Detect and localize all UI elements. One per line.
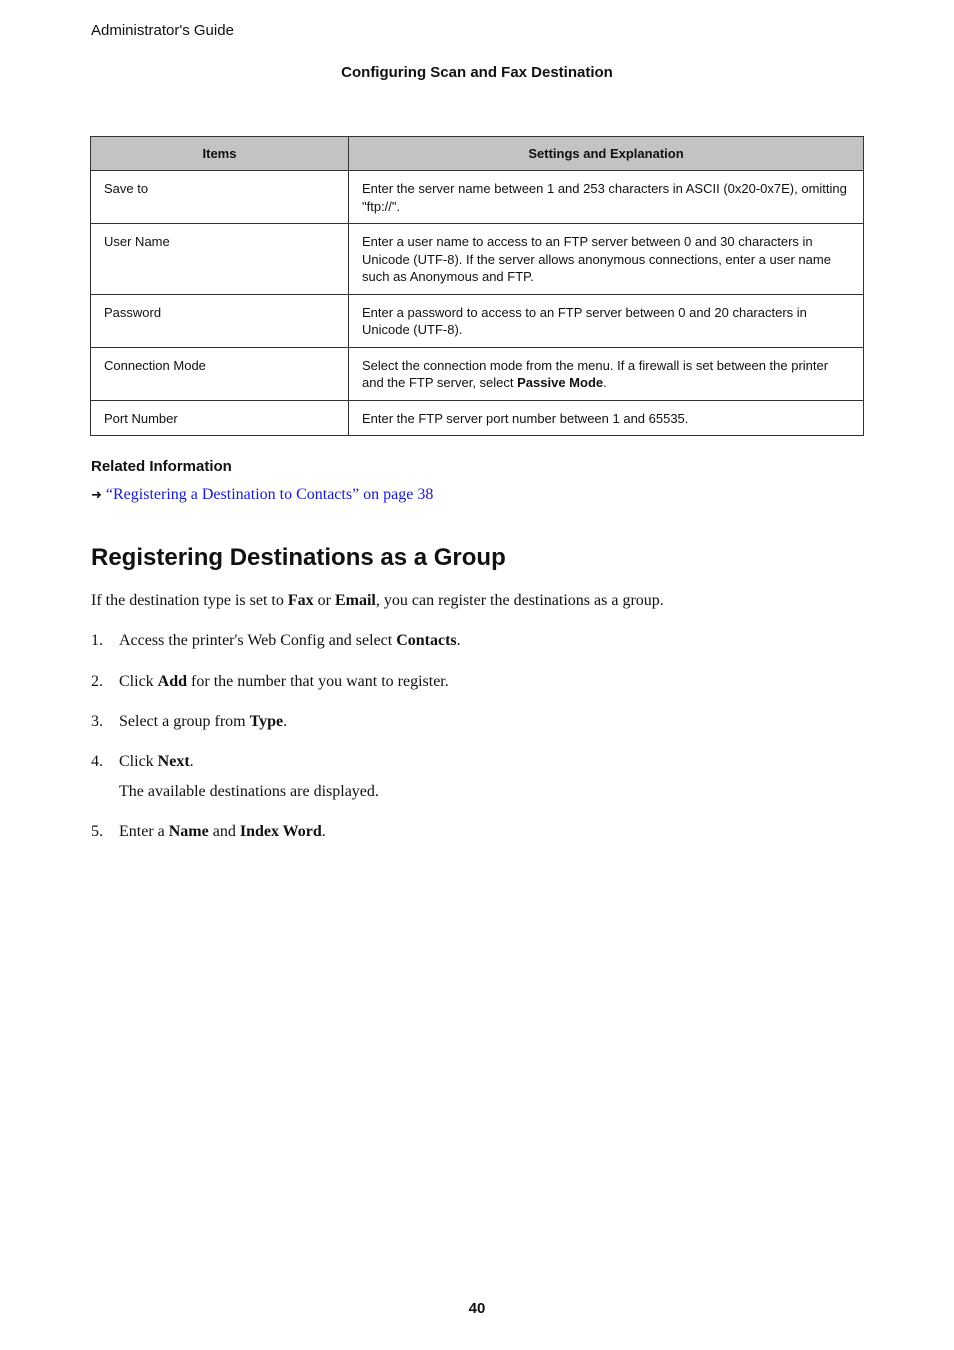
step-2 [91,673,449,691]
setting-text-end: . [603,375,607,390]
step-5 [91,823,326,841]
arrow-right-icon: ➜ [91,488,102,503]
table-row [91,224,864,295]
step-4-note: The available destinations are displayed. [119,783,379,800]
step-text: Click [119,753,158,770]
setting-cell: Enter the server name between 1 and 253 characters in ASCII (0x20-0x7E), omitting "ftp://". [349,171,864,224]
step-number: 1. [91,632,103,649]
setting-text: Select the connection mode from the menu. If a firewall is set between the printer and the FTP server, select [362,357,829,390]
step-text: Select a group from [119,713,250,730]
related-link-row [91,486,433,504]
setting-cell: Enter a user name to access to an FTP server between 0 and 30 characters in Unicode (UTF-8). If the server allows anonymous connections, enter a user name such as Anonymous and FTP. [349,224,864,295]
intro-text: If the destination type is set to [91,592,288,609]
related-link[interactable]: “Registering a Destination to Contacts” on page 38 [105,486,434,503]
item-cell: Connection Mode [91,347,349,400]
table-row [91,347,864,400]
email-term: Email [334,592,376,609]
step-number: 5. [91,823,103,840]
ftp-settings-table [90,136,864,436]
step-number: 2. [91,673,103,690]
item-cell: User Name [91,224,349,295]
step-term: Contacts [396,632,457,649]
step-term: Next [157,753,190,770]
step-term: Type [249,713,284,730]
step-term: Add [157,673,188,690]
intro-text: or [313,592,335,609]
table-row [91,171,864,224]
page-number: 40 [468,1300,486,1317]
document-title: Administrator's Guide [91,22,234,39]
fax-term: Fax [287,592,314,609]
step-text: . [321,823,326,840]
column-header-settings: Settings and Explanation [349,137,864,171]
step-1 [91,632,461,650]
column-header-items: Items [91,137,349,171]
step-number: 4. [91,753,103,770]
setting-cell [349,347,864,400]
step-text: for the number that you want to register. [187,673,449,690]
step-text: and [208,823,240,840]
step-4 [91,753,194,771]
step-text: . [283,713,288,730]
intro-text: , you can register the destinations as a group. [375,592,664,609]
section-heading: Registering Destinations as a Group [91,544,506,571]
name-term: Name [168,823,209,840]
table-header-row [91,137,864,171]
setting-cell: Enter the FTP server port number between 1 and 65535. [349,400,864,436]
item-cell: Save to [91,171,349,224]
step-text: Click [119,673,158,690]
table-row [91,294,864,347]
intro-paragraph [91,592,664,610]
related-information-heading: Related Information [91,458,232,475]
index-word-term: Index Word [239,823,322,840]
table-row [91,400,864,436]
step-number: 3. [91,713,103,730]
passive-mode-term: Passive Mode [517,375,604,390]
step-text: . [189,753,194,770]
item-cell: Password [91,294,349,347]
step-3 [91,713,287,731]
step-text: Access the printer's Web Config and select [119,632,397,649]
setting-cell: Enter a password to access to an FTP server between 0 and 20 characters in Unicode (UTF-8). [349,294,864,347]
step-text: . [456,632,461,649]
section-header: Configuring Scan and Fax Destination [341,64,613,81]
step-text: Enter a [119,823,169,840]
item-cell: Port Number [91,400,349,436]
